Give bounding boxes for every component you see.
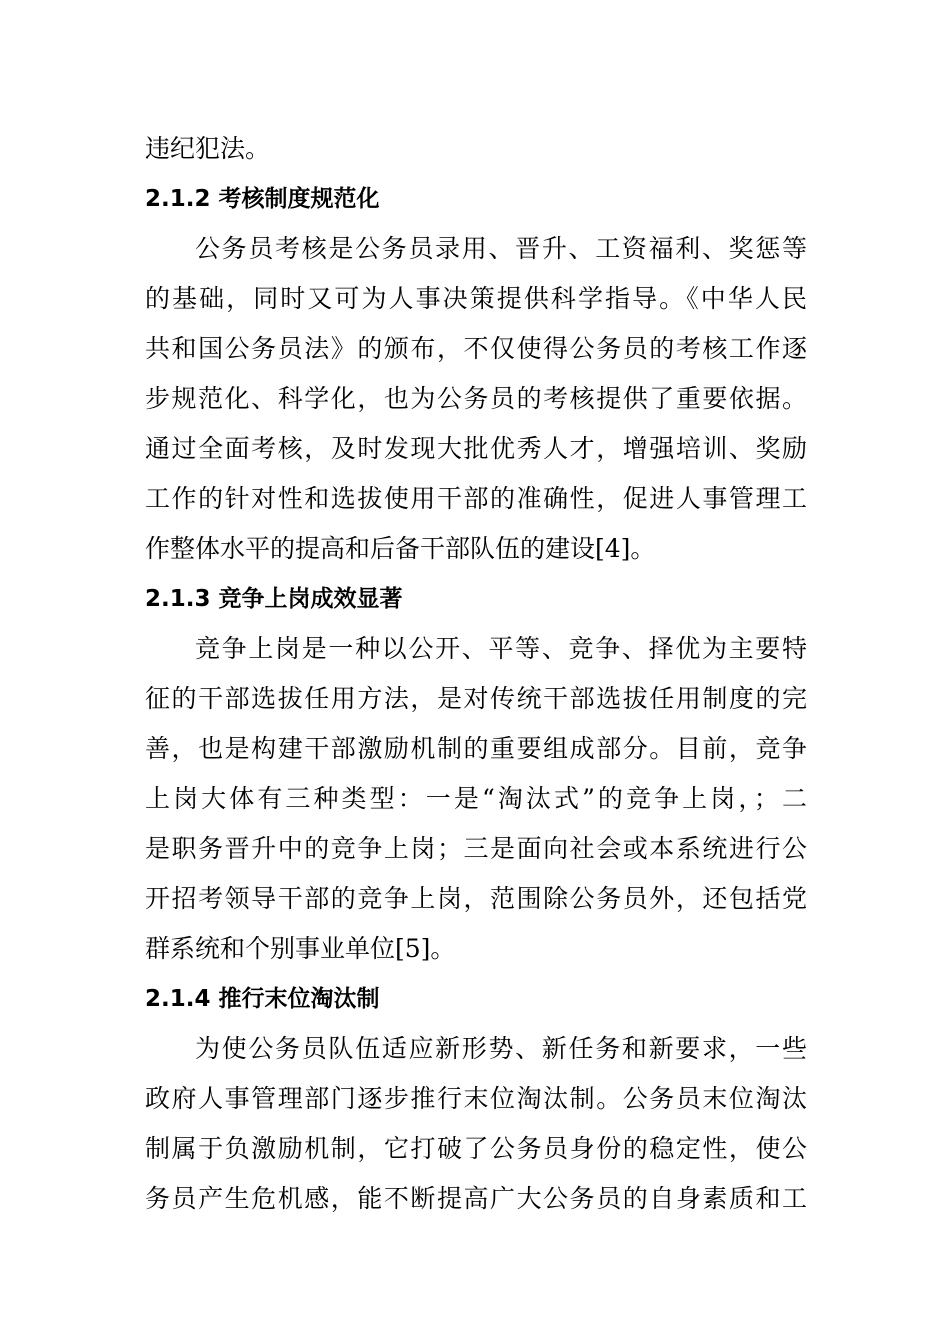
section-heading-2-1-3: 2.1.3 竞争上岗成效显著 bbox=[145, 586, 403, 612]
paragraph-line: 共和国公务员法》的颁布，不仅使得公务员的考核工作逐 bbox=[145, 334, 807, 363]
paragraph-line: 开招考领导干部的竞争上岗，范围除公务员外，还包括党 bbox=[145, 884, 807, 913]
paragraph-line: 违纪犯法。 bbox=[145, 134, 271, 163]
paragraph-line: 善，也是构建干部激励机制的重要组成部分。目前，竞争 bbox=[145, 734, 807, 763]
paragraph-line: 步规范化、科学化，也为公务员的考核提供了重要依据。 bbox=[145, 384, 807, 413]
section-heading-2-1-2: 2.1.2 考核制度规范化 bbox=[145, 186, 380, 212]
paragraph-line: 的基础，同时又可为人事决策提供科学指导。《中华人民 bbox=[145, 284, 807, 313]
paragraph-line: 务员产生危机感，能不断提高广大公务员的自身素质和工 bbox=[145, 1184, 807, 1213]
paragraph-line: 为使公务员队伍适应新形势、新任务和新要求，一些 bbox=[195, 1034, 807, 1063]
paragraph-line: 工作的针对性和选拔使用干部的准确性，促进人事管理工 bbox=[145, 484, 807, 513]
paragraph-line: 通过全面考核，及时发现大批优秀人才，增强培训、奖励 bbox=[145, 434, 807, 463]
section-heading-2-1-4: 2.1.4 推行末位淘汰制 bbox=[145, 986, 380, 1012]
paragraph-line: 竞争上岗是一种以公开、平等、竞争、择优为主要特 bbox=[195, 634, 807, 663]
paragraph-line: 作整体水平的提高和后备干部队伍的建设[4]。 bbox=[145, 534, 656, 563]
paragraph-line: 制属于负激励机制，它打破了公务员身份的稳定性，使公 bbox=[145, 1134, 807, 1163]
paragraph-line: 公务员考核是公务员录用、晋升、工资福利、奖惩等 bbox=[195, 234, 807, 263]
paragraph-line: 是职务晋升中的竞争上岗；三是面向社会或本系统进行公 bbox=[145, 834, 807, 863]
paragraph-line: 征的干部选拔任用方法，是对传统干部选拔任用制度的完 bbox=[145, 684, 807, 713]
document-page bbox=[145, 124, 807, 1224]
paragraph-line: 群系统和个别事业单位[5]。 bbox=[145, 934, 456, 963]
paragraph-line: 上岗大体有三种类型：一是“淘汰式”的竞争上岗，；二 bbox=[145, 784, 807, 813]
paragraph-line: 政府人事管理部门逐步推行末位淘汰制。公务员末位淘汰 bbox=[145, 1084, 807, 1113]
